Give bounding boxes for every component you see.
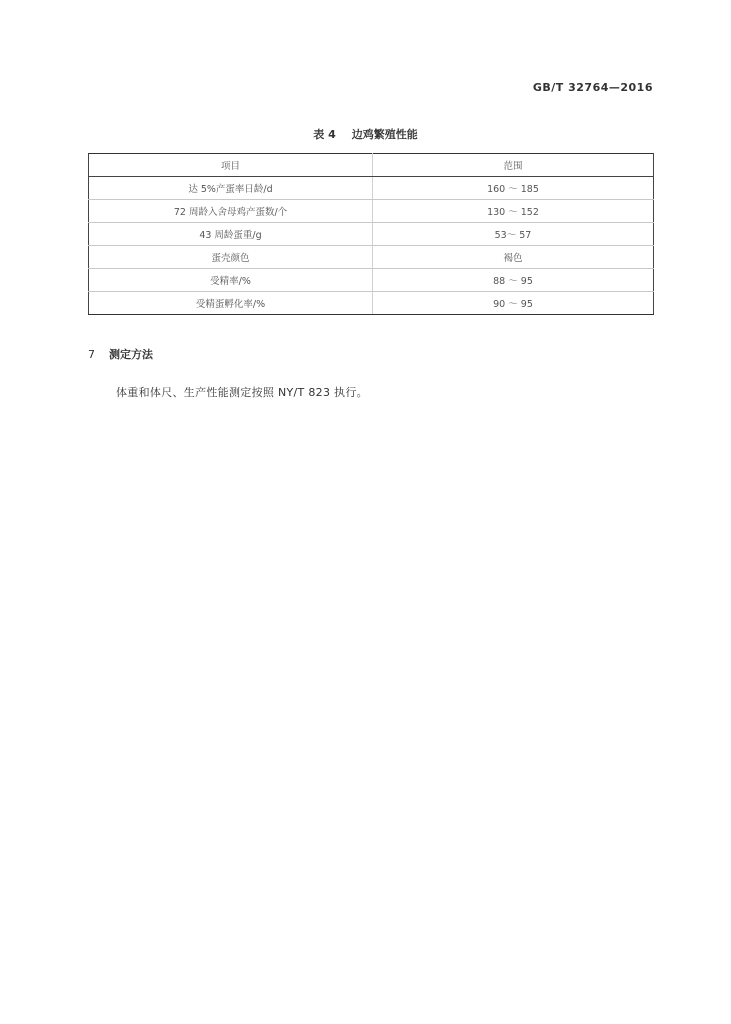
row-range-cell: 90 ～ 95 bbox=[373, 292, 654, 315]
row-item-cell: 蛋壳颜色 bbox=[89, 246, 373, 269]
table-caption bbox=[0, 126, 731, 142]
row-range-cell: 53～ 57 bbox=[373, 223, 654, 246]
standard-code: GB/T 32764—2016 bbox=[532, 81, 653, 94]
table-header-row bbox=[89, 154, 654, 177]
table-caption-number: 表 4 bbox=[313, 128, 336, 141]
row-range-cell: 褐色 bbox=[373, 246, 654, 269]
row-item-cell: 72 周龄入舍母鸡产蛋数/个 bbox=[89, 200, 373, 223]
table-caption-title: 边鸡繁殖性能 bbox=[351, 128, 418, 141]
table-row bbox=[89, 246, 654, 269]
row-item-cell: 受精率/% bbox=[89, 269, 373, 292]
section-heading bbox=[88, 346, 153, 362]
column-header-item: 项目 bbox=[89, 154, 373, 177]
row-item-cell: 受精蛋孵化率/% bbox=[89, 292, 373, 315]
table-row bbox=[89, 292, 654, 315]
table-row bbox=[89, 269, 654, 292]
breeding-performance-table bbox=[88, 153, 654, 315]
column-header-range: 范围 bbox=[373, 154, 654, 177]
section-body-text: 体重和体尺、生产性能测定按照 NY/T 823 执行。 bbox=[116, 386, 368, 399]
row-range-cell: 160 ～ 185 bbox=[373, 177, 654, 200]
section-number: 7 bbox=[88, 348, 95, 361]
section-title: 测定方法 bbox=[109, 348, 153, 361]
row-item-cell: 43 周龄蛋重/g bbox=[89, 223, 373, 246]
table-row bbox=[89, 177, 654, 200]
table-row bbox=[89, 200, 654, 223]
table-row bbox=[89, 223, 654, 246]
row-range-cell: 130 ～ 152 bbox=[373, 200, 654, 223]
row-range-cell: 88 ～ 95 bbox=[373, 269, 654, 292]
row-item-cell: 达 5%产蛋率日龄/d bbox=[89, 177, 373, 200]
